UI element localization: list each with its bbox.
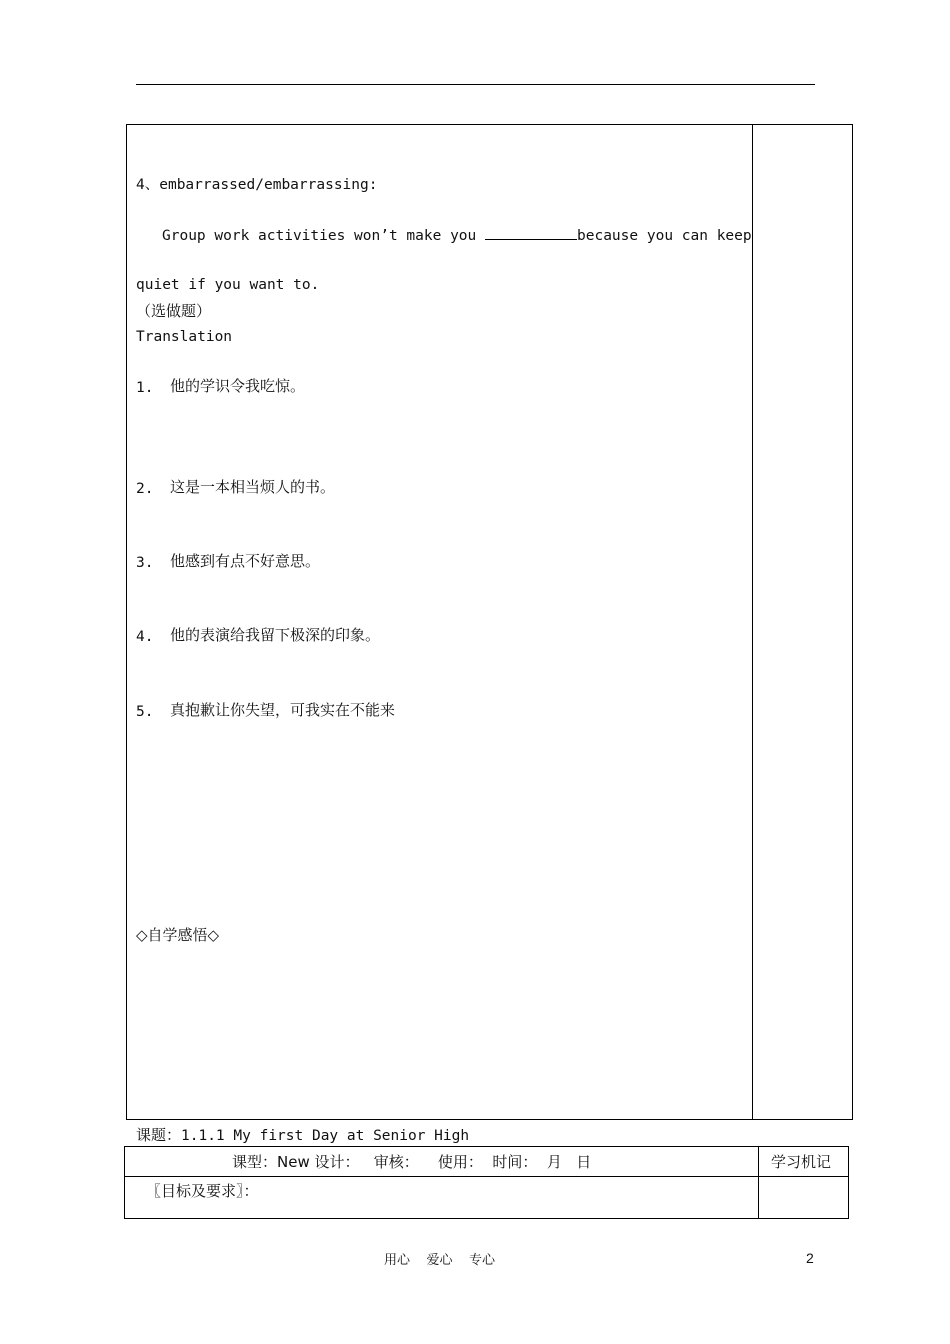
translation-item-number: 3. — [136, 555, 154, 571]
notes-column-header: 学习机记 — [771, 1153, 832, 1171]
self-reflection-heading: ◇自学感悟◇ — [136, 926, 220, 944]
header-rule — [136, 84, 815, 85]
translation-item-text: 真抱歉让你失望，可我实在不能来 — [170, 701, 396, 719]
translation-item-number: 1. — [136, 380, 154, 396]
lesson-title — [136, 1125, 469, 1145]
translation-item-text: 他感到有点不好意思。 — [170, 552, 321, 570]
translation-heading: Translation — [136, 329, 233, 345]
worksheet-table — [126, 124, 853, 1120]
translation-item — [136, 377, 306, 397]
item4-sentence-continued: quiet if you want to. — [136, 277, 320, 293]
optional-label: （选做题） — [136, 302, 212, 320]
item4-sentence-part2: because you can keep — [577, 228, 752, 244]
translation-item-text: 他的表演给我留下极深的印象。 — [170, 626, 381, 644]
notes-column-divider — [752, 124, 753, 1120]
translation-item — [136, 701, 396, 721]
item4-sentence — [162, 226, 752, 245]
objectives-label: 〖目标及要求〗： — [146, 1182, 259, 1200]
translation-item — [136, 626, 381, 646]
footer-slogan: 用心 爱心 专心 — [384, 1253, 496, 1268]
translation-item-text: 他的学识令我吃惊。 — [170, 377, 306, 395]
translation-item-number: 4. — [136, 629, 154, 645]
translation-item-text: 这是一本相当烦人的书。 — [170, 478, 336, 496]
translation-item — [136, 552, 321, 572]
lesson-info-row-divider — [124, 1176, 849, 1177]
item4-sentence-part1: Group work activities won’t make you — [162, 228, 486, 244]
fill-in-blank[interactable] — [485, 226, 577, 240]
lesson-info-row: 课型：New 设计： 审核： 使用： 时间： 月 日 — [232, 1153, 592, 1171]
translation-item — [136, 478, 336, 498]
item4-heading: 4、embarrassed/embarrassing: — [136, 177, 378, 193]
lesson-info-column-divider — [758, 1146, 759, 1219]
lesson-title-text: 1.1.1 My first Day at Senior High — [181, 1128, 470, 1144]
translation-item-number: 5. — [136, 704, 154, 720]
lesson-title-prefix: 课题： — [136, 1126, 182, 1144]
translation-item-number: 2. — [136, 481, 154, 497]
page-number: 2 — [806, 1250, 814, 1266]
